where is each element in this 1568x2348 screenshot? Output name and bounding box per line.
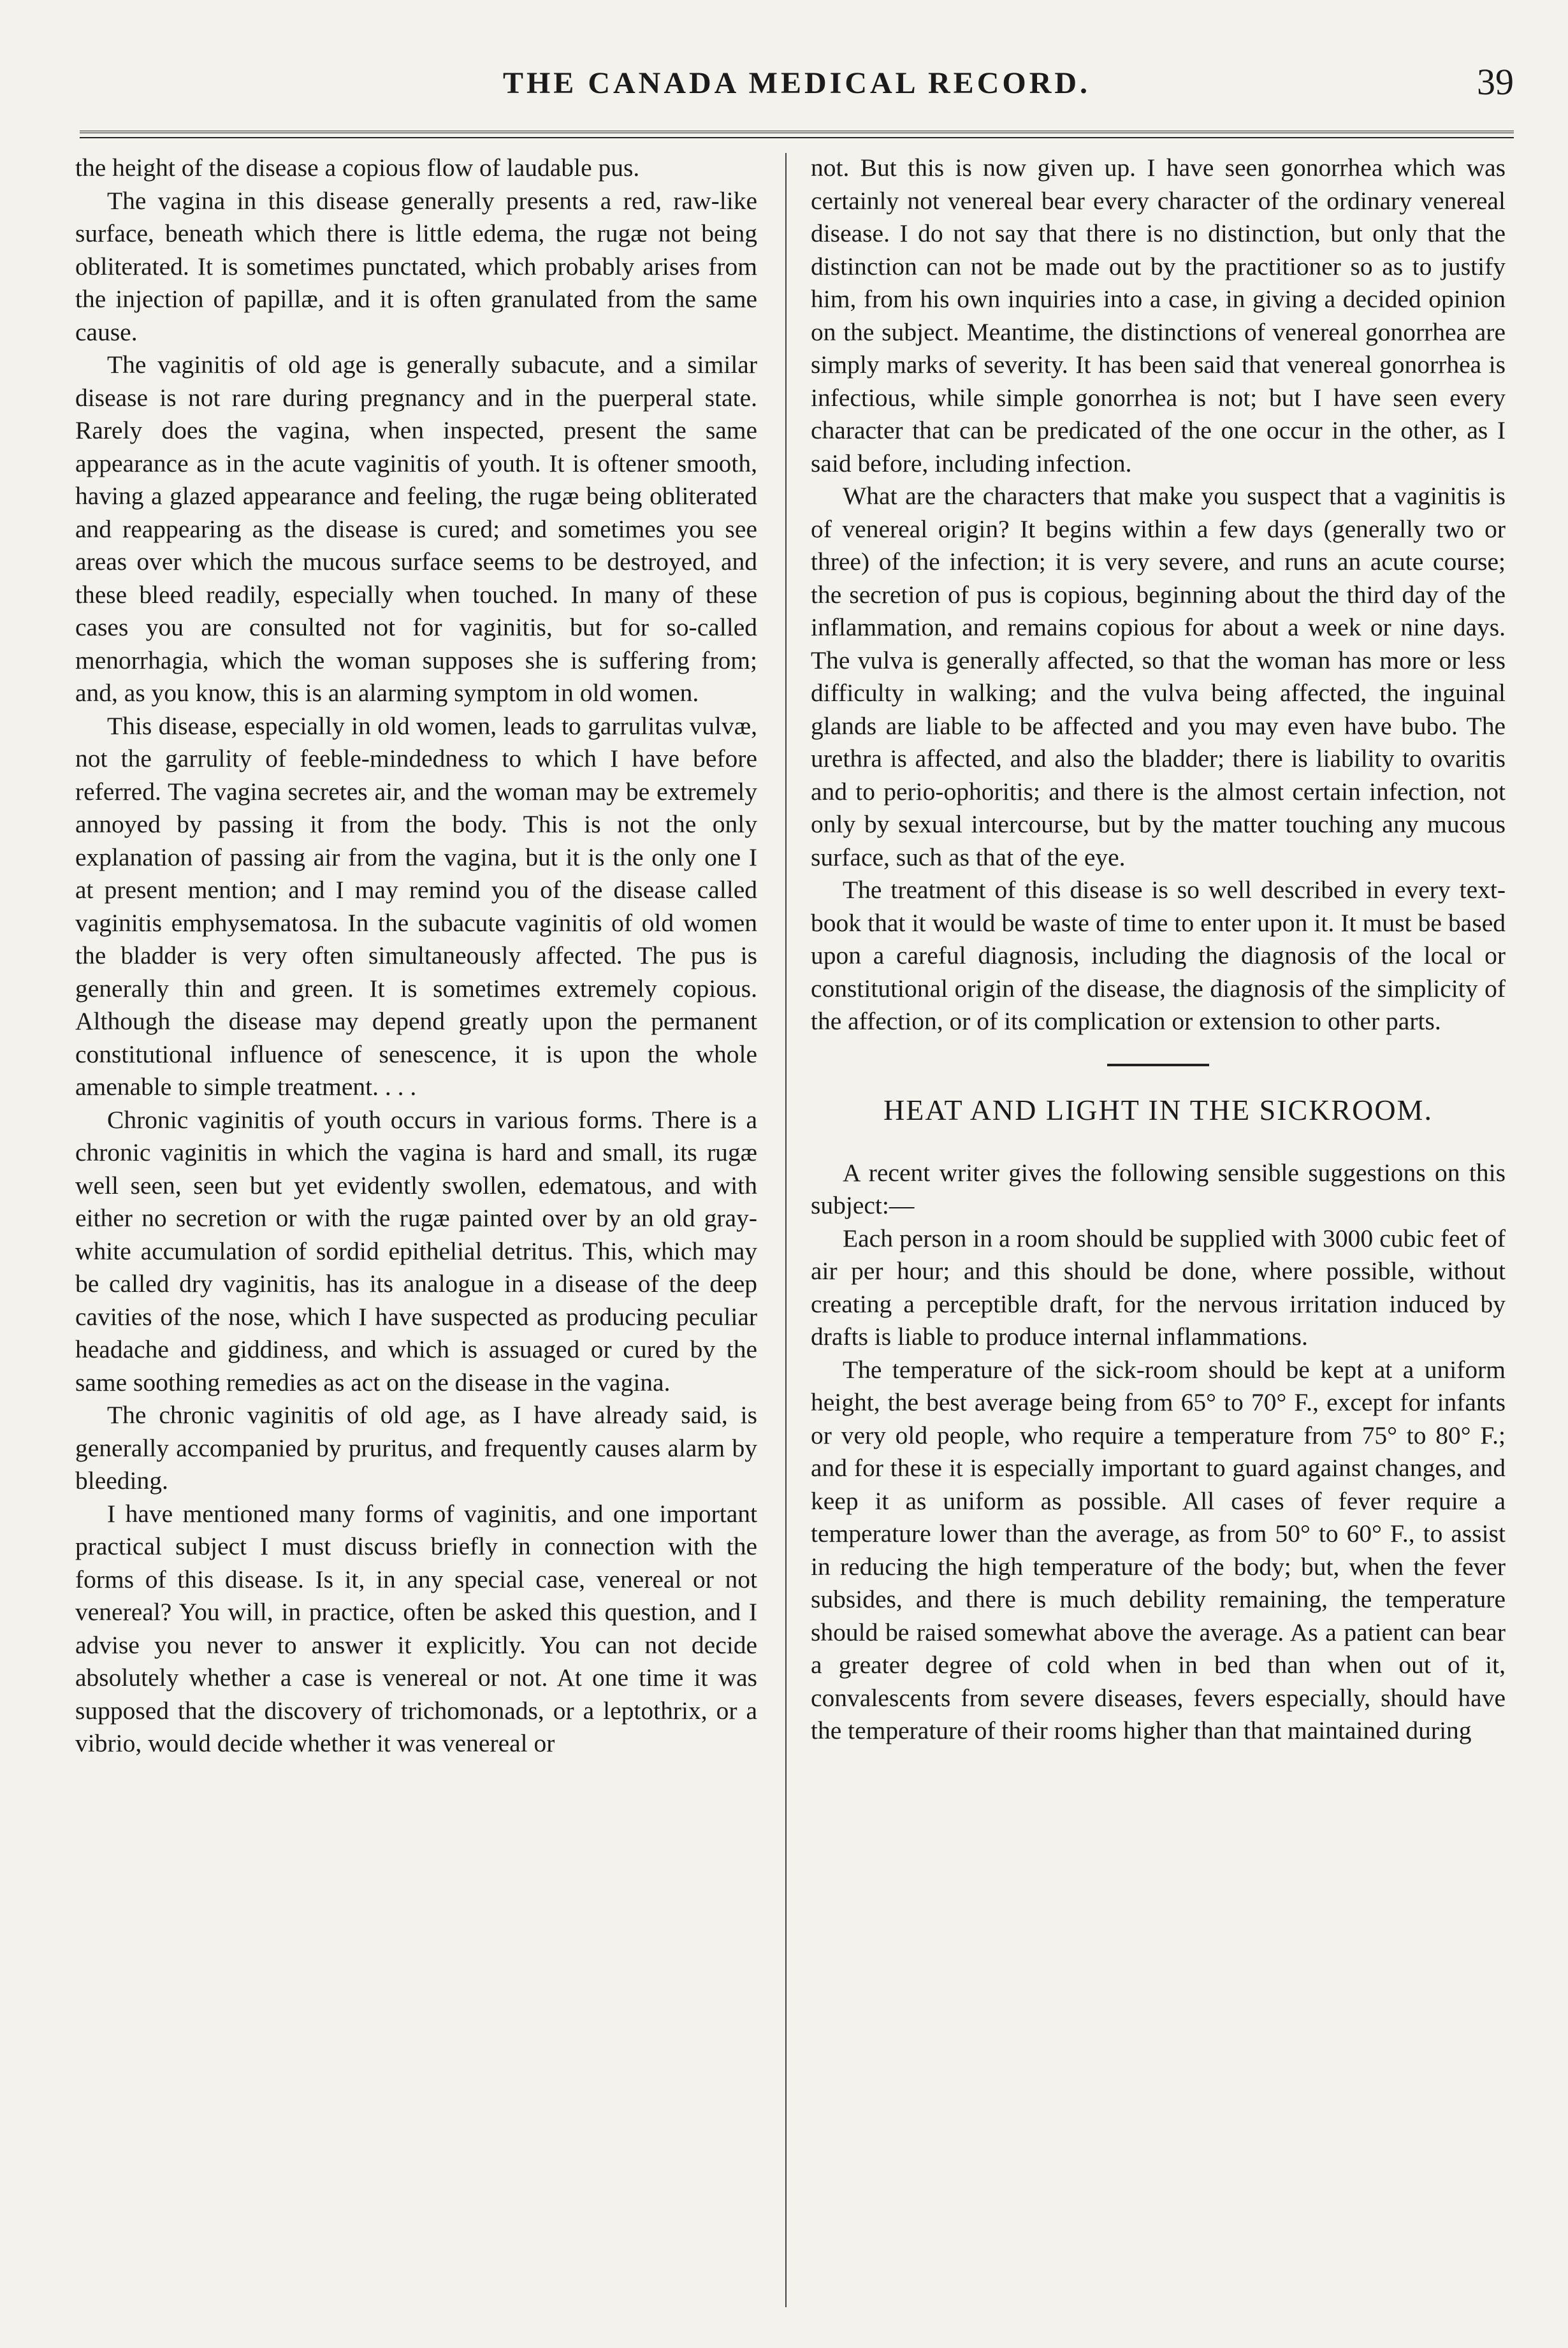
section-heading: HEAT AND LIGHT IN THE SICKROOM. bbox=[883, 1093, 1433, 1126]
paragraph: the height of the disease a copious flow of laudable pus. bbox=[75, 154, 640, 182]
paragraph: What are the characters that make you suspect that a vaginitis is of venereal origin? It begins within a few days (generally two or three) of the infection; it is very severe, and runs an acute course; the secretion of pus is copious, beginning about the third day of the inflammation, and remains copious for about a week or nine days. The vulva is generally affected, so that the woman has more or less difficulty in walking; and the vulva being affected, the inguinal glands are liable to be affected and you may even have bubo. The urethra is affected, and also the bladder; there is liability to ovaritis and to perio-ophoritis; and there is the almost certain infection, not only by sexual intercourse, but by the matter touching any mucous surface, such as that of the eye. bbox=[811, 482, 1506, 871]
paragraph: The vaginitis of old age is generally subacute, and a similar disease is not rare during pregnancy and in the puerperal state. Rarely does the vagina, when inspected, present the same appearance as in the acute vaginitis of youth. It is oftener smooth, having a glazed appearance and feeling, the rugæ being obliterated and reappearing as the disease is cured; and sometimes you see areas over which the mucous surface seems to be destroyed, and these bleed readily, especially when touched. In many of these cases you are consulted not for vaginitis, but for so-called menorrhagia, which the woman supposes she is suffering from; and, as you know, this is an alarming symptom in old women. bbox=[75, 351, 757, 707]
right-column bbox=[811, 152, 1506, 1748]
running-header bbox=[80, 61, 1514, 118]
header-rule bbox=[80, 131, 1514, 138]
section-divider bbox=[1107, 1064, 1209, 1066]
left-column bbox=[75, 152, 757, 1760]
paragraph: The chronic vaginitis of old age, as I have already said, is generally accompanied by pruritus, and frequently causes alarm by bleeding. bbox=[75, 1401, 757, 1495]
paragraph: The treatment of this disease is so well described in every text-book that it would be waste of time to enter upon it. It must be based upon a careful diagnosis, including the diagnosis of the local or constitutional origin of the disease, the diagnosis of the simplicity of the affection, or of its complication or extension to other parts. bbox=[811, 876, 1506, 1035]
page-number: 39 bbox=[1477, 61, 1514, 103]
column-divider bbox=[785, 153, 787, 2307]
paragraph: Chronic vaginitis of youth occurs in various forms. There is a chronic vaginitis in which the vagina is hard and small, its rugæ well seen, seen but yet evidently swollen, edematous, and with either no secretion or with the rugæ painted over by an old gray-white accumulation of sordid epithelial detritus. This, which may be called dry vaginitis, has its analogue in a disease of the deep cavities of the nose, which I have suspected as producing peculiar headache and giddiness, and which is assuaged or cured by the same soothing remedies as act on the disease in the vagina. bbox=[75, 1105, 757, 1396]
journal-title: THE CANADA MEDICAL RECORD. bbox=[502, 66, 1091, 100]
paragraph: The vagina in this disease generally presents a red, raw-like surface, beneath which there is little edema, the rugæ not being obliterated. It is sometimes punctated, which probably arises from the injection of papillæ, and it is often granulated from the same cause. bbox=[75, 186, 757, 346]
paragraph: This disease, especially in old women, leads to garrulitas vulvæ, not the garrulity of feeble-mindedness to which I have before referred. The vagina secretes air, and the woman may be extremely annoyed by passing it from the body. This is not the only explanation of passing air from the vagina, but it is the only one I at present mention; and I may remind you of the disease called vaginitis emphysematosa. In the subacute vaginitis of old women the bladder is very often simultaneously affected. The pus is generally thin and green. It is sometimes extremely copious. Although the disease may depend greatly upon the permanent constitutional influence of senescence, it is upon the whole amenable to simple treatment. . . . bbox=[75, 711, 757, 1101]
paragraph: not. But this is now given up. I have seen gonorrhea which was certainly not venereal bear every character of the ordinary venereal disease. I do not say that there is no distinction, but only that the distinction can not be made out by the practitioner so as to justify him, from his own inquiries into a case, in giving a decided opinion on the subject. Meantime, the distinctions of venereal gonorrhea are simply marks of severity. It has been said that venereal gonorrhea is infectious, while simple gonorrhea is not; but I have seen every character that can be predicated of the one occur in the other, as I said before, including infection. bbox=[811, 154, 1506, 477]
paragraph: I have mentioned many forms of vaginitis, and one important practical subject I must discuss briefly in connection with the forms of this disease. Is it, in any special case, venereal or not venereal? You will, in practice, often be asked this question, and I advise you never to answer it explicitly. You can not decide absolutely whether a case is venereal or not. At one time it was supposed that the discovery of trichomonads, or a leptothrix, or a vibrio, would decide whether it was venereal or bbox=[75, 1499, 757, 1757]
paragraph: A recent writer gives the following sensible suggestions on this subject:— bbox=[811, 1158, 1506, 1219]
paragraph: Each person in a room should be supplied with 3000 cubic feet of air per hour; and this should be done, where possible, without creating a perceptible draft, for the nervous irritation induced by drafts is liable to produce internal inflammations. bbox=[811, 1224, 1506, 1351]
paragraph: The temperature of the sick-room should be kept at a uniform height, the best average being from 65° to 70° F., except for infants or very old people, who require a temperature from 75° to 80° F.; and for these it is especially important to guard against changes, and keep it as uniform as possible. All cases of fever require a temperature lower than the average, as from 50° to 60° F., to assist in reducing the high temperature of the body; but, when the fever subsides, and there is much debility remaining, the temperature should be raised somewhat above the average. As a patient can bear a greater degree of cold when in bed than when out of it, convalescents from severe diseases, fevers especially, should have the temperature of their rooms higher than that maintained during bbox=[811, 1355, 1506, 1744]
